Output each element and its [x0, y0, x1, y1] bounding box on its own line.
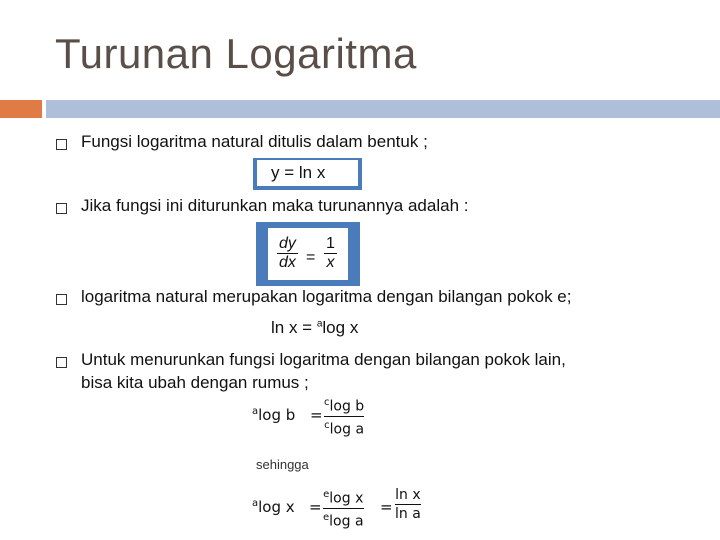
- formula1-fraction: [324, 394, 364, 438]
- formula2-num-text: log x: [329, 490, 364, 507]
- formula2-num-base: e: [323, 489, 330, 500]
- formula2-fraction: [323, 486, 364, 530]
- bullet-text-2: Jika fungsi ini diturunkan maka turunannya adalah :: [81, 196, 469, 215]
- formula2-fraction-ln: [395, 486, 421, 523]
- formula2-numerator: [323, 486, 363, 508]
- accent-bar-orange: [0, 100, 42, 118]
- fraction-denominator: x: [326, 254, 335, 271]
- alog-lhs: ln x =: [271, 318, 317, 337]
- formula2-equals-2: =: [380, 498, 393, 516]
- formula1-den-base: c: [324, 419, 330, 431]
- fraction-dy-dx: [277, 235, 298, 272]
- formula1-num-base: c: [324, 397, 330, 408]
- formula2-lhs-text: log x: [258, 498, 295, 516]
- formula1-lhs-base: a: [252, 406, 259, 417]
- bullet-icon: [56, 139, 67, 150]
- slide-title: Turunan Logaritma: [55, 30, 417, 77]
- sehingga-label: sehingga: [256, 457, 309, 472]
- equation-lnx: y = ln x: [271, 163, 326, 182]
- bullet-text-1: Fungsi logaritma natural ditulis dalam bentuk ;: [81, 132, 428, 151]
- formula2-den-text: log a: [329, 513, 364, 530]
- bullet-text-4: Untuk menurunkan fungsi logaritma dengan bilangan pokok lain,: [81, 350, 566, 369]
- formula1-lhs-text: log b: [258, 406, 296, 424]
- fraction-numerator: 1: [326, 235, 335, 252]
- formula1-denominator: [324, 417, 364, 439]
- fraction-numerator: dy: [279, 235, 296, 252]
- equals-sign: =: [306, 249, 316, 266]
- formula2-ln-denominator: ln a: [395, 506, 421, 522]
- accent-bar-blue: [46, 100, 720, 118]
- formula2-lhs: [252, 498, 295, 516]
- bullet-icon: [56, 203, 67, 214]
- formula2-equals: =: [309, 498, 322, 516]
- fraction-1-x: [324, 235, 337, 272]
- formula1-num-text: log b: [329, 398, 365, 415]
- alog-rhs: log x: [322, 318, 359, 337]
- formula2-ln-numerator: ln x: [395, 487, 421, 503]
- equation-alog: [271, 318, 358, 338]
- bullet-text-3: logaritma natural merupakan logaritma dengan bilangan pokok e;: [81, 287, 572, 306]
- bullet-icon: [56, 357, 67, 368]
- formula1-den-text: log a: [329, 421, 365, 438]
- bullet-text-5: bisa kita ubah dengan rumus ;: [81, 373, 309, 392]
- formula2-lhs-base: a: [252, 498, 259, 509]
- formula1-equals: =: [310, 406, 323, 424]
- fraction-denominator: dx: [279, 254, 296, 271]
- formula2-den-base: e: [323, 511, 330, 523]
- alog-base: a: [316, 318, 323, 330]
- formula1-numerator: [324, 394, 364, 416]
- bullet-icon: [56, 294, 67, 305]
- formula1-lhs: [252, 406, 295, 424]
- formula2-denominator: [323, 509, 364, 531]
